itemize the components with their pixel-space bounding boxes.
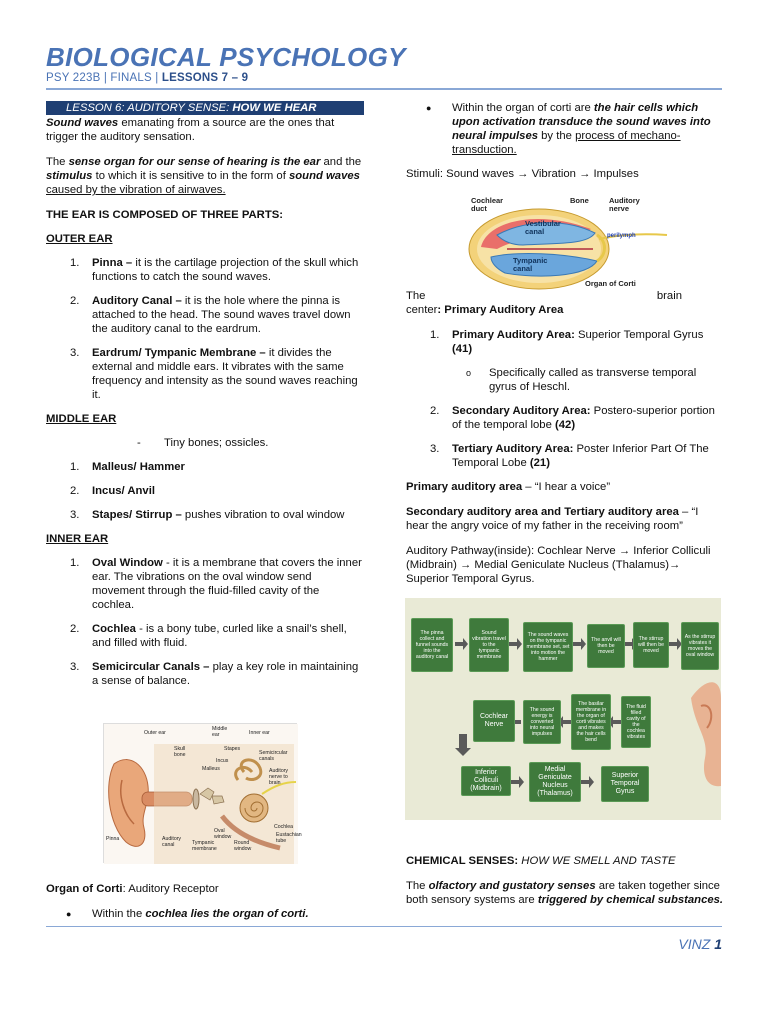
- list-item: 1. Oval Window - it is a membrane that covers the inner ear. The vibrations on the oval window send movement through the fluid-filled cavity of the cochlea.: [70, 557, 362, 611]
- chemical-senses-heading: CHEMICAL SENSES: HOW WE SMELL AND TASTE: [406, 855, 676, 867]
- organ-of-corti-line: Organ of Corti: Auditory Receptor: [46, 883, 219, 895]
- label-skull-bone: Skull bone: [174, 746, 186, 758]
- primary-voice-line: Primary auditory area – “I hear a voice”: [406, 481, 611, 493]
- paragraph-sound-waves: Sound waves emanating from a source are the ones that trigger the auditory sensation.: [46, 117, 335, 143]
- stimuli-line: Stimuli: Sound waves → Vibration → Impulses: [406, 168, 639, 180]
- list-item: 3. Semicircular Canals – play a key role in maintaining a sense of balance.: [70, 661, 359, 687]
- cochlea-cross-section-figure: [467, 195, 672, 288]
- list-item: 2. Secondary Auditory Area: Postero-superior portion of the temporal lobe (42): [430, 405, 715, 431]
- left-column: [46, 101, 364, 698]
- list-item: 3. Tertiary Auditory Area: Poster Inferior Part Of The Temporal Lobe (21): [430, 443, 709, 469]
- middle-ear-heading: MIDDLE EAR: [46, 413, 117, 425]
- list-item: 1. Malleus/ Hammer: [70, 461, 185, 473]
- label-round-window: Round window: [234, 840, 252, 852]
- document-subtitle: PSY 223B | FINALS | LESSONS 7 – 9: [46, 72, 249, 84]
- page-footer: VINZ 1: [678, 936, 722, 952]
- label-semicircular-canals: Semicircular canals: [259, 750, 288, 762]
- label-perilymph: perilymph: [607, 233, 636, 239]
- label-malleus: Malleus: [202, 766, 220, 772]
- document-title: BIOLOGICAL PSYCHOLOGY: [46, 42, 406, 72]
- outer-ear-list: [70, 256, 364, 402]
- corti-bullet: ● Within the cochlea lies the organ of corti.: [66, 908, 309, 920]
- ear-anatomy-figure: [103, 723, 302, 863]
- label-cochlear-duct: Cochlear duct: [471, 196, 504, 213]
- label-tympanic-canal: Tympanic canal: [513, 256, 548, 273]
- label-tympanic-membrane: Tympanic membrane: [192, 840, 217, 852]
- flow-step-oval-window: As the stirrup vibrates it moves the oval window: [681, 622, 719, 670]
- flow-step-neural-impulses: The sound energy is converted into neural impulses: [523, 700, 561, 744]
- label-middle-ear: Middle ear: [212, 726, 228, 738]
- label-outer-ear: Outer ear: [144, 730, 166, 736]
- heschl-note: o Specifically called as transverse temporal gyrus of Heschl.: [466, 367, 697, 393]
- list-item: 2. Incus/ Anvil: [70, 485, 155, 497]
- label-cochlea: Cochlea: [274, 824, 294, 830]
- auditory-process-flowchart: [405, 598, 721, 820]
- label-auditory-nerve-cochlea: Auditory nerve: [609, 196, 640, 213]
- ear-parts-heading: THE EAR IS COMPOSED OF THREE PARTS:: [46, 209, 284, 221]
- flow-step-inferior-colliculi: Inferior Colliculi (Midbrain): [461, 766, 511, 796]
- right-column: [406, 101, 724, 181]
- list-item: 3. Stapes/ Stirrup – pushes vibration to oval window: [70, 509, 345, 521]
- ossicles-note: - Tiny bones; ossicles.: [137, 437, 269, 449]
- lesson-banner: LESSON 6: AUDITORY SENSE: HOW WE HEAR: [46, 101, 364, 115]
- flow-step-cochlear-nerve: Cochlear Nerve: [473, 700, 515, 742]
- label-oval-window: Oval window: [214, 828, 232, 840]
- flow-step-fluid-cavity: The fluid filled cavity of the cochlea vibrates: [621, 696, 651, 748]
- label-auditory-nerve: Auditory nerve to brain: [269, 768, 289, 786]
- chemical-senses-section: [406, 854, 724, 918]
- inner-ear-heading: INNER EAR: [46, 533, 109, 545]
- auditory-pathway-line: Auditory Pathway(inside): Cochlear Nerve → Inferior Colliculi (Midbrain) → Medial Geniculate Nucleus (Thalamus)→ Superior Temporal Gyrus.: [406, 545, 711, 585]
- list-item: 1. Pinna – it is the cartilage projection of the skull which functions to catch the sound waves.: [70, 257, 359, 283]
- label-eustachian-tube: Eustachian tube: [276, 832, 302, 844]
- label-auditory-canal: Auditory canal: [162, 836, 182, 848]
- brain-center-line: The brain: [406, 290, 682, 302]
- list-item: 2. Auditory Canal – it is the hole where the pinna is attached to the head. The sound waves travel down the auditory canal to the eardrum.: [70, 295, 351, 335]
- auditory-areas-section: [406, 289, 724, 597]
- flow-step-tympanic: Sound vibration travel to the tympanic membrane: [469, 618, 509, 672]
- list-item: 1. Primary Auditory Area: Superior Temporal Gyrus (41): [430, 329, 704, 355]
- auditory-areas-list: [430, 328, 724, 356]
- flow-step-anvil: The anvil will then be moved: [587, 624, 625, 668]
- secondary-voice-line: Secondary auditory area and Tertiary auditory area – “I hear the angry voice of my father in the receiving room”: [406, 506, 699, 532]
- flow-step-hammer: The sound waves on the tympanic membrane set, set into motion the hammer: [523, 622, 573, 672]
- inner-ear-list: [70, 556, 364, 688]
- footer-divider: [46, 926, 722, 927]
- outer-ear-heading: OUTER EAR: [46, 233, 113, 245]
- list-item: 2. Cochlea - is a bony tube, curled like a snail’s shell, and filled with fluid.: [70, 623, 347, 649]
- chemical-senses-paragraph: The olfactory and gustatory senses are taken together since both sensory systems are triggered by chemical substances.: [406, 880, 724, 906]
- label-stapes: Stapes: [224, 746, 241, 752]
- label-inner-ear: Inner ear: [249, 730, 270, 736]
- brain-center-line-2: center: Primary Auditory Area: [406, 304, 564, 316]
- list-item: 3. Eardrum/ Tympanic Membrane – it divides the external and middle ears. It vibrates with the same frequency and intensity as the sound waves reaching it.: [70, 347, 358, 401]
- flow-step-medial-geniculate: Medial Geniculate Nucleus (Thalamus): [529, 762, 581, 802]
- paragraph-sense-organ: The sense organ for our sense of hearing is the ear and the stimulus to which it is sensitive to in the form of sound waves caused by the vibration of airwaves.: [46, 156, 362, 196]
- flow-step-pinna: The pinna collect and funnel sounds into the auditory canal: [411, 618, 453, 672]
- label-organ-of-corti: Organ of Corti: [585, 279, 636, 288]
- label-vestibular-canal: Vestibular canal: [525, 219, 561, 236]
- middle-ear-list: [70, 460, 364, 522]
- organ-of-corti-section: [46, 882, 364, 931]
- flow-step-stirrup: The stirrup will then be moved: [633, 622, 669, 668]
- header-divider: [46, 88, 722, 90]
- label-incus: Incus: [216, 758, 229, 764]
- label-pinna: Pinna: [106, 836, 120, 842]
- label-bone: Bone: [570, 196, 589, 205]
- flow-step-basilar-membrane: The basilar membrane in the organ of corti vibrates and makes the hair cells bend: [571, 694, 611, 750]
- flow-step-superior-temporal: Superior Temporal Gyrus: [601, 766, 649, 802]
- auditory-areas-list-cont: [430, 404, 724, 470]
- hair-cells-bullet: ● Within the organ of corti are the hair cells which upon activation transduce the sound waves into neural impulses by the process of mechano-transduction.: [426, 102, 711, 156]
